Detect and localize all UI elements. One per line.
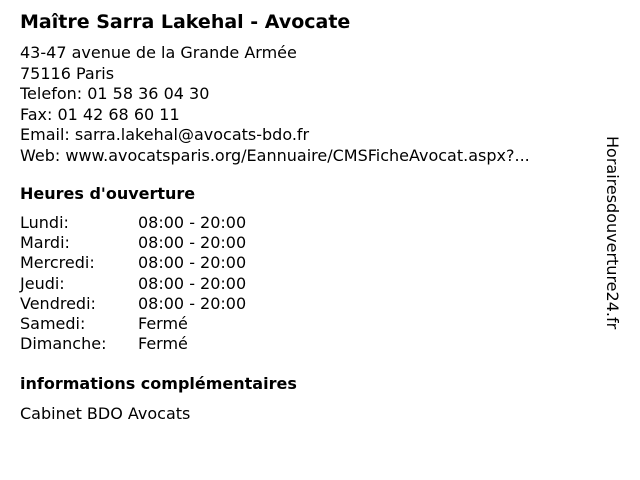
hours-day: Lundi:	[20, 213, 69, 232]
hours-day: Samedi:	[20, 314, 86, 334]
hours-time: 08:00 - 20:00	[138, 233, 247, 253]
page-title: Maître Sarra Lakehal - Avocate	[20, 11, 351, 33]
hours-row-sunday	[20, 334, 246, 354]
hours-row-friday	[20, 294, 246, 314]
hours-day: Vendredi:	[20, 293, 96, 313]
hours-row-wednesday	[20, 253, 246, 273]
hours-time: 08:00 - 20:00	[138, 273, 247, 293]
contact-block	[20, 43, 600, 166]
additional-info-heading: informations complémentaires	[20, 374, 297, 393]
fax-text: Fax: 01 42 68 60 11	[20, 104, 180, 124]
hours-day: Mardi:	[20, 233, 70, 253]
hours-row-saturday	[20, 314, 246, 334]
hours-time: 08:00 - 20:00	[138, 213, 247, 232]
hours-time: Fermé	[138, 334, 188, 354]
hours-time: 08:00 - 20:00	[138, 253, 247, 273]
site-watermark: Horairesdouverture24.fr	[603, 136, 622, 330]
email-text: Email: sarra.lakehal@avocats-bdo.fr	[20, 125, 310, 144]
hours-row-tuesday	[20, 233, 246, 253]
phone-text: Telefon: 01 58 36 04 30	[20, 84, 210, 103]
hours-row-monday	[20, 213, 246, 233]
hours-row-thursday	[20, 274, 246, 294]
opening-hours-list	[20, 213, 246, 354]
hours-time: Fermé	[138, 314, 188, 334]
additional-info-text: Cabinet BDO Avocats	[20, 404, 191, 423]
address-line-1: 43-47 avenue de la Grande Armée	[20, 43, 297, 62]
hours-day: Dimanche:	[20, 334, 107, 354]
web-text: Web: www.avocatsparis.org/Eannuaire/CMSFicheAvocat.aspx?...	[20, 145, 530, 165]
hours-day: Jeudi:	[20, 273, 65, 293]
address-line-2: 75116 Paris	[20, 63, 115, 83]
hours-day: Mercredi:	[20, 253, 95, 273]
hours-time: 08:00 - 20:00	[138, 293, 247, 313]
opening-hours-heading: Heures d'ouverture	[20, 184, 196, 203]
